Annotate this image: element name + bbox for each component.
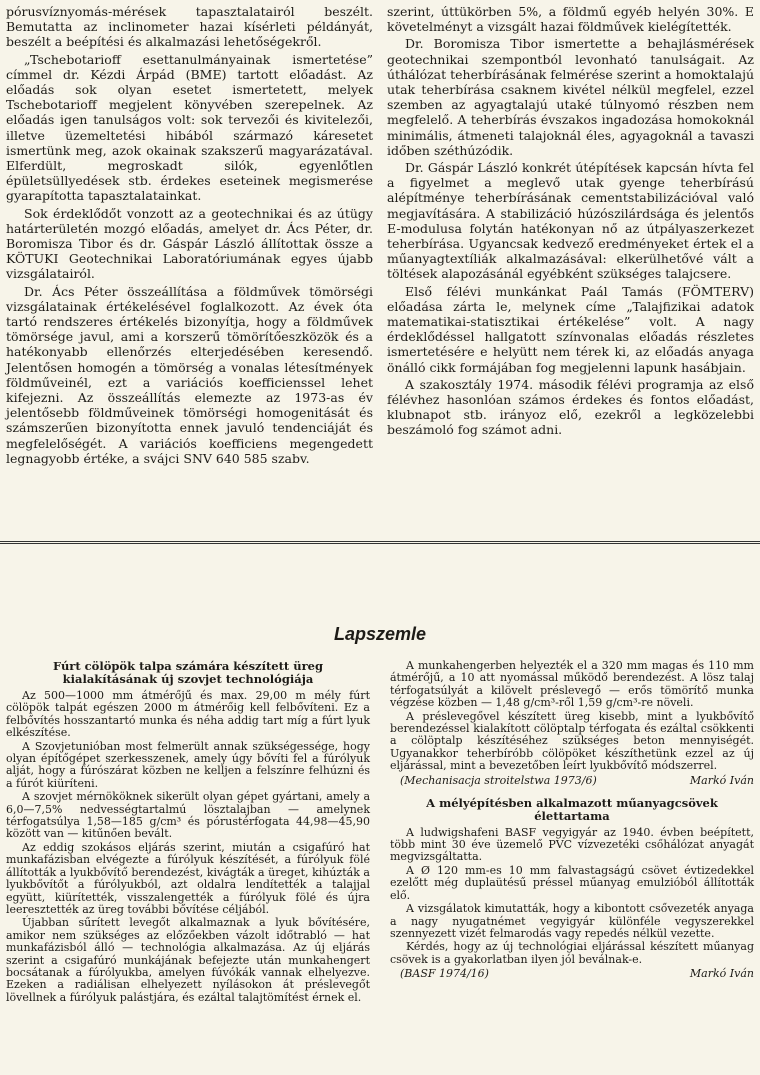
paragraph: A Ø 120 mm-es 10 mm falvastagságú csövet évtizedekkel ezelőtt még duplaütésű préssel műanyag emulzióból állították elő. [390,863,754,902]
article-author: Markó Iván [689,773,754,787]
upper-right-column [387,4,754,532]
paragraph: Dr. Ács Péter összeállítása a földművek tömörségi vizsgálatainak értékelésével foglalkozott. Az évek óta tartó rendszeres értékelés bizonyítja, hogy a földművek tömörsége javul, ami a korszerű tömörítőeszközök és a hatékonyabb ellenőrzés elterjedésében keresendő. Jelentősen homogén a tömörség a vonalas létesítmények földműveinél, ezt a variációs koefficienssel lehet kifejezni. Az összeállítás elemezte az 1973-as év jelentősebb földműveinek tömörségi homogenitását és számszerűen bizonyította ennek javuló tendenciáját és megfelelőségét. A variációs koefficiens megengedett legnagyobb értéke, a svájci SNV 640 585 szabv. [6,283,373,466]
article-title: A mélyépítésben alkalmazott műanyagcsövek élettartama [426,795,718,823]
paragraph: Dr. Gáspár László konkrét útépítések kapcsán hívta fel a figyelmet a meglevő utak gyenge teherbírású alépítménye teherbírásának cementstabilizációval való megjavítására. A stabilizáció húzószilárdsága és jelentős E-modulusa folytán hatékonyan nő az útpályaszerkezet teherbírása. Ugyancsak kedvező eredményeket értek el a műanyagtextíliák alkalmazásával: elkerülhetővé vált a töltések alapozásánál egyébként szükséges talajcsere. [387,160,754,282]
section-divider [0,541,760,544]
paragraph: Újabban sűrített levegőt alkalmaznak a lyuk bővítésére, amikor nem szükséges az előzőekben vázolt időtrabló — hat munkafázisból álló — technológia alkalmazása. Az új eljárás szerint a csigafúró munkájának befejezte után munkahengert bocsátanak a fúrólyukba, amelyen fúvókák vannak elhelyezve. Ezeken a radiálisan elhelyezett nyílásokon át préslevegőt lövellnek a fúrólyuk palástjára, és ezáltal talajtömítést érnek el. [6,916,370,1004]
paragraph: Sok érdeklődőt vonzott az a geotechnikai és az útügy határterületén mozgó előadás, amelyet dr. Ács Péter, dr. Boromisza Tibor és dr. Gáspár László állítottak össze a KÖTUKI Geotechnikai Laboratóriumának egyes újabb vizsgálatairól. [6,205,373,282]
article-source: (Mechanisacja stroitelstwa 1973/6) [400,773,597,787]
paragraph: szerint, úttükörben 5%, a földmű egyéb helyén 30%. E követelményt a vizsgált hazai földművek kielégítették. [387,4,754,35]
paragraph: A préslevegővel készített üreg kisebb, mint a lyukbővítő berendezéssel kialakított cölöptalp térfogata és ezáltal csökkenti a cölöptalp készítéséhez szükséges beton mennyiségét. Ugyanakkor teherbíróbb cölöpöket készíthetünk ezzel az új eljárással, mint a bevezetőben leírt lyukbővítő módszerrel. [390,709,754,773]
article-title: Fúrt cölöpök talpa számára készített üreg kialakításának új szovjet technológiája [52,659,323,686]
upper-section [6,4,754,532]
paragraph: A vizsgálatok kimutatták, hogy a kibontott csővezeték anyaga a nagy nyugatnémet vegyigyár különféle vegyszerekkel szennyezett vizét felmarodás vagy repedés nélkül vezette. [390,902,754,940]
paragraph: Az 500—1000 mm átmérőjű és max. 29,00 m mély fúrt cölöpök talpát egészen 2000 m átmérőig kell felbővíteni. Ez a felbővítés hosszantartó munka és néha addig tart míg a fúrt lyuk elkészítése. [6,689,370,740]
review-section [6,660,754,1070]
paragraph: Kérdés, hogy az új technológiai eljárással készített műanyag csövek is a gyakorlatban ilyen jól beválnak-e. [390,940,754,966]
article-author: Markó Iván [689,967,754,981]
paragraph: A ludwigshafeni BASF vegyigyár az 1940. évben beépített, több mint 30 éve üzemelő PVC vízvezetéki csőhálózat anyagát megvizsgáltatta. [390,825,754,864]
paragraph: A szovjet mérnököknek sikerült olyan gépet gyártani, amely a 6,0—7,5% nedvességtartalmú lösztalajban — amelynek térfogatsúlya 1,58—185 g/cm³ és pórustérfogata 44,98—45,90 között van — kitűnően bevált. [6,790,370,841]
paragraph: „Tschebotarioff esettanulmányainak ismertetése” címmel dr. Kézdi Árpád (BME) tartott előadást. Az előadás sok olyan esetet ismertetett, melyek Tschebotarioff megjelent könyvében szerepelnek. Az előadás igen tanulságos volt: sok tervezői és kivitelezői, illetve üzemeltetési hibából származó káresetet ismertünk meg, azok okainak szakszerű magyarázatával. Elferdült, megroskadt silók, egyenlőtlen épületsüllyedések stb. érdekes eseteinek megismerése gyarapította tapasztalatainkat. [6,51,373,204]
review-left-column [6,660,370,1070]
paragraph: Első félévi munkánkat Paál Tamás (FÖMTERV) előadása zárta le, melynek címe „Talajfizikai adatok matematikai-statisztikai értékelése” volt. A nagy érdeklődéssel hallgatott színvonalas előadás részletes ismertetésére e helyütt nem térek ki, az előadás anyaga önálló cikk formájában fog megjelenni lapunk hasábjain. [387,283,754,375]
upper-left-column [6,4,373,532]
paragraph: A munkahengerben helyezték el a 320 mm magas és 110 mm átmérőjű, a 10 att nyomással működő berendezést. A lösz talaj térfogatsúlyát a kilövelt préslevegő — erős tömörítő munka végzése közben — 1,48 g/cm³-ről 1,59 g/cm³-re növeli. [390,659,754,710]
review-right-column [390,660,754,1070]
paragraph: Az eddig szokásos eljárás szerint, miután a csigafúró hat munkafázisban elvégezte a fúrólyuk készítését, a fúrólyuk fölé állították a lyukbővítő berendezést, kivágták a üreget, kihúzták a lyukbővítőt a fúrólyukból, azt oldalra lendítették a talajjal együtt, kiürítették, visszalengették a fúrólyuk fölé és újra leeresztették az üreg további bővítése céljából. [6,840,370,916]
section-title: Lapszemle [333,624,427,644]
paragraph: Dr. Boromisza Tibor ismertette a behajlásmérések geotechnikai szempontból levonható tanulságait. Az úthálózat teherbírásának felmérése szerint a homoktalajú utak teherbírása csaknem kivétel nélkül megfelel, ezzel szemben az agyagtalajú utaké túlnyomó részben nem megfelelő. A teherbírás évszakos ingadozása homokoknál minimális, átmeneti talajoknál éles, agyagoknál a tavaszi időben széthúzódik. [387,36,754,158]
paragraph: pórusvíznyomás-mérések tapasztalatairól beszélt. Bemutatta az inclinometer hazai kísérleti példányát, beszélt a beépítési és alkalmazási lehetőségekről. [6,4,373,50]
paragraph: A szakosztály 1974. második félévi programja az első félévhez hasonlóan számos érdekes és fontos előadást, klubnapot stb. irányoz elő, ezekről a legközelebbi beszámoló fog számot adni. [387,376,754,438]
article-source-line [390,967,754,980]
article-source-line [390,774,754,787]
paragraph: A Szovjetunióban most felmerült annak szükségessége, hogy olyan építőgépet szerkesszenek, amely úgy bővíti fel a fúrólyuk alját, hogy a fúrószárat közben ne kelljen a felszínre felhúzni és a fúrót kiüríteni. [6,739,370,790]
article-source: (BASF 1974/16) [400,967,489,981]
